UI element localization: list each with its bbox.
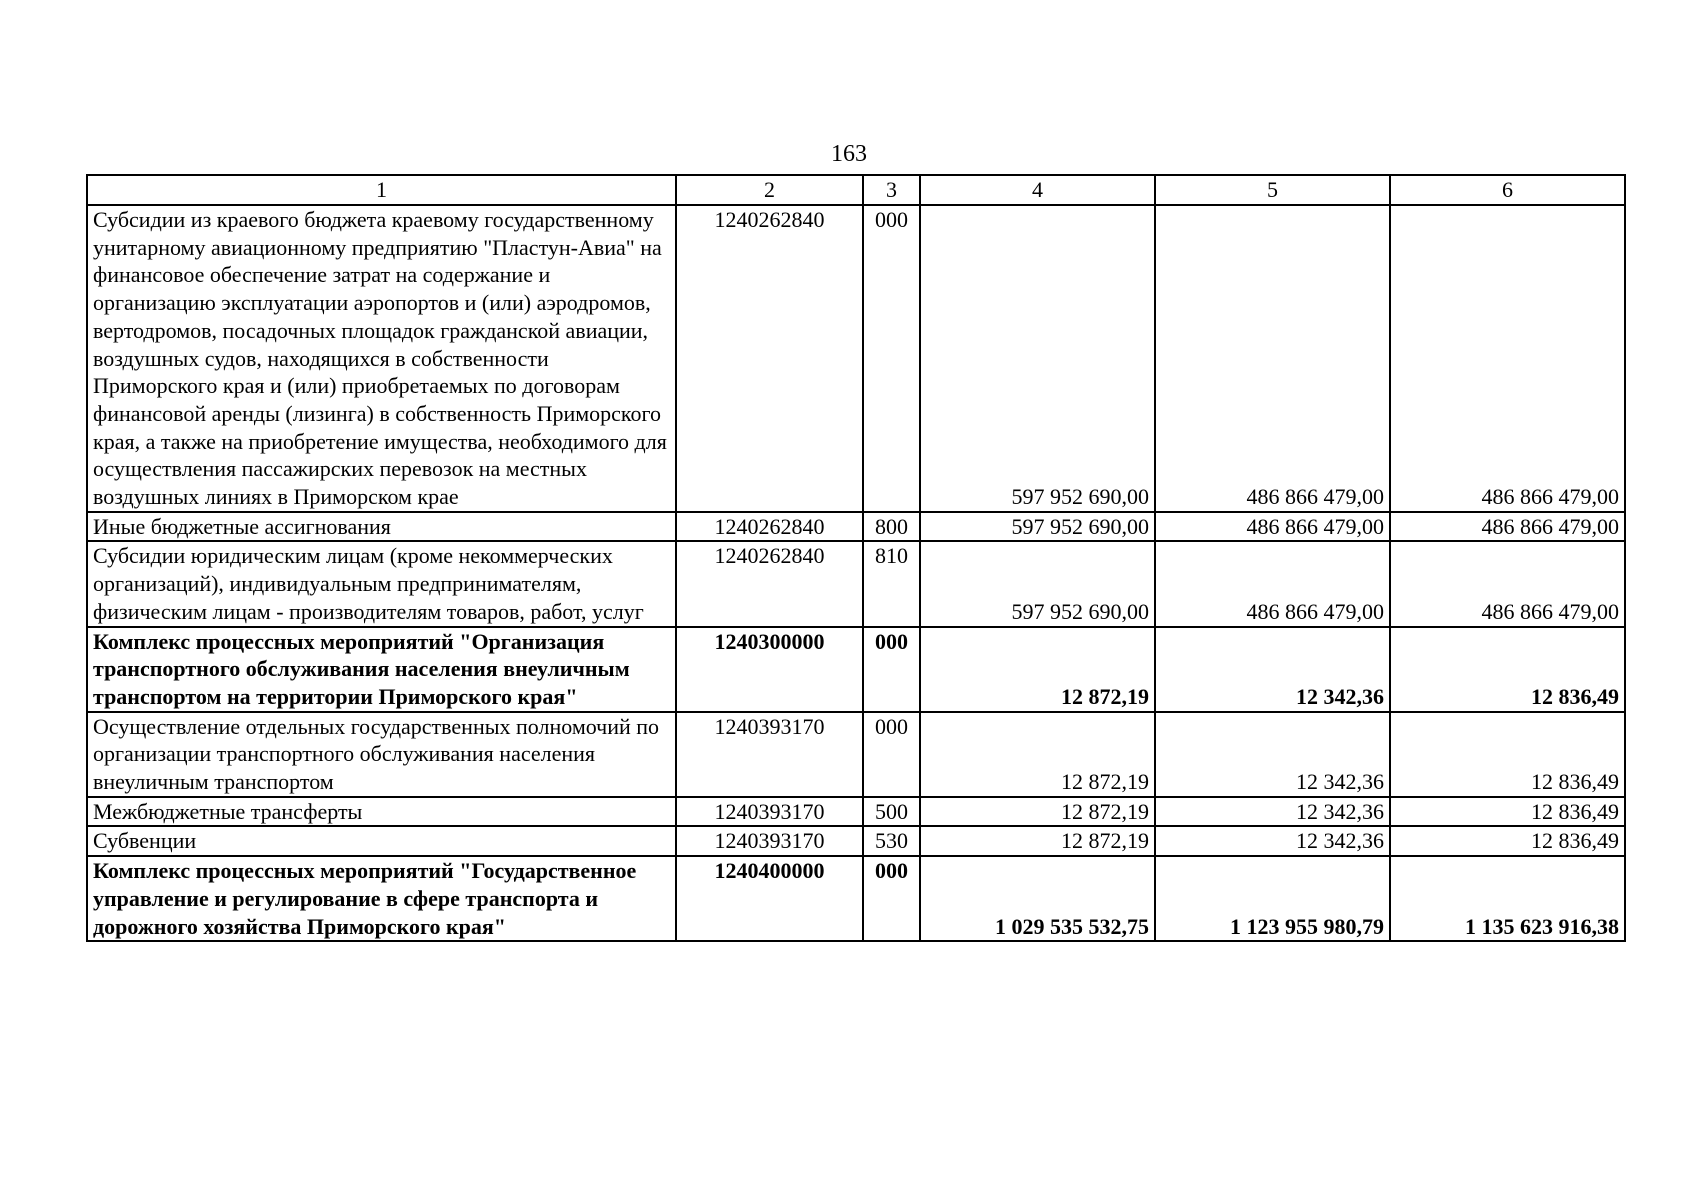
row-value-col6-cell: 12 836,49 xyxy=(1390,712,1625,797)
table-row xyxy=(87,627,1625,712)
column-header-2: 2 xyxy=(676,175,863,205)
row-name-cell: Межбюджетные трансферты xyxy=(87,797,676,827)
row-code-cell: 1240400000 xyxy=(676,856,863,941)
row-value-col4-cell: 12 872,19 xyxy=(920,797,1155,827)
row-value-col6-cell: 12 836,49 xyxy=(1390,797,1625,827)
row-value-col5-cell: 486 866 479,00 xyxy=(1155,541,1390,626)
row-value-col6-cell: 486 866 479,00 xyxy=(1390,541,1625,626)
table-row xyxy=(87,541,1625,626)
row-code-cell: 1240300000 xyxy=(676,627,863,712)
row-type-cell: 800 xyxy=(863,512,920,542)
table-row xyxy=(87,797,1625,827)
row-type-cell: 500 xyxy=(863,797,920,827)
table-row xyxy=(87,512,1625,542)
row-name-cell: Субвенции xyxy=(87,826,676,856)
row-value-col5-cell: 12 342,36 xyxy=(1155,826,1390,856)
row-value-col6-cell: 12 836,49 xyxy=(1390,826,1625,856)
row-name-cell: Субсидии из краевого бюджета краевому государственному унитарному авиационному предприятию "Пластун-Авиа" на финансовое обеспечение затрат на содержание и организацию эксплуатации аэропортов и (или) аэродромов, вертодромов, посадочных площадок гражданской авиации, воздушных судов, находящихся в собственности Приморского края и (или) приобретаемых по договорам финансовой аренды (лизинга) в собственность Приморского края, а также на приобретение имущества, необходимого для осуществления пассажирских перевозок на местных воздушных линиях в Приморском крае xyxy=(87,205,676,512)
table-row xyxy=(87,205,1625,512)
row-value-col5-cell: 486 866 479,00 xyxy=(1155,512,1390,542)
row-code-cell: 1240393170 xyxy=(676,826,863,856)
budget-table xyxy=(86,174,1626,942)
row-value-col4-cell: 597 952 690,00 xyxy=(920,541,1155,626)
row-type-cell: 000 xyxy=(863,856,920,941)
row-code-cell: 1240262840 xyxy=(676,512,863,542)
table-row xyxy=(87,712,1625,797)
row-code-cell: 1240393170 xyxy=(676,797,863,827)
column-header-5: 5 xyxy=(1155,175,1390,205)
row-code-cell: 1240262840 xyxy=(676,541,863,626)
row-value-col6-cell: 12 836,49 xyxy=(1390,627,1625,712)
row-value-col5-cell: 1 123 955 980,79 xyxy=(1155,856,1390,941)
column-header-4: 4 xyxy=(920,175,1155,205)
row-value-col6-cell: 486 866 479,00 xyxy=(1390,205,1625,512)
row-code-cell: 1240393170 xyxy=(676,712,863,797)
page-number: 163 xyxy=(831,141,867,167)
row-value-col4-cell: 12 872,19 xyxy=(920,627,1155,712)
row-type-cell: 000 xyxy=(863,712,920,797)
row-value-col6-cell: 486 866 479,00 xyxy=(1390,512,1625,542)
row-type-cell: 810 xyxy=(863,541,920,626)
table-row xyxy=(87,826,1625,856)
row-value-col4-cell: 1 029 535 532,75 xyxy=(920,856,1155,941)
row-value-col4-cell: 12 872,19 xyxy=(920,712,1155,797)
row-name-cell: Комплекс процессных мероприятий "Организация транспортного обслуживания населения внеуличным транспортом на территории Приморского края" xyxy=(87,627,676,712)
row-name-cell: Комплекс процессных мероприятий "Государственное управление и регулирование в сфере транспорта и дорожного хозяйства Приморского края" xyxy=(87,856,676,941)
row-type-cell: 530 xyxy=(863,826,920,856)
column-header-1: 1 xyxy=(87,175,676,205)
column-header-6: 6 xyxy=(1390,175,1625,205)
row-type-cell: 000 xyxy=(863,205,920,512)
column-header-row xyxy=(87,175,1625,205)
budget-table-body xyxy=(87,175,1625,941)
row-name-cell: Осуществление отдельных государственных полномочий по организации транспортного обслуживания населения внеуличным транспортом xyxy=(87,712,676,797)
row-value-col4-cell: 12 872,19 xyxy=(920,826,1155,856)
row-code-cell: 1240262840 xyxy=(676,205,863,512)
row-name-cell: Субсидии юридическим лицам (кроме некоммерческих организаций), индивидуальным предпринимателям, физическим лицам - производителям товаров, работ, услуг xyxy=(87,541,676,626)
row-value-col4-cell: 597 952 690,00 xyxy=(920,512,1155,542)
row-value-col4-cell: 597 952 690,00 xyxy=(920,205,1155,512)
row-value-col5-cell: 12 342,36 xyxy=(1155,797,1390,827)
row-value-col6-cell: 1 135 623 916,38 xyxy=(1390,856,1625,941)
row-value-col5-cell: 486 866 479,00 xyxy=(1155,205,1390,512)
table-row xyxy=(87,856,1625,941)
column-header-3: 3 xyxy=(863,175,920,205)
row-value-col5-cell: 12 342,36 xyxy=(1155,712,1390,797)
row-name-cell: Иные бюджетные ассигнования xyxy=(87,512,676,542)
row-type-cell: 000 xyxy=(863,627,920,712)
row-value-col5-cell: 12 342,36 xyxy=(1155,627,1390,712)
